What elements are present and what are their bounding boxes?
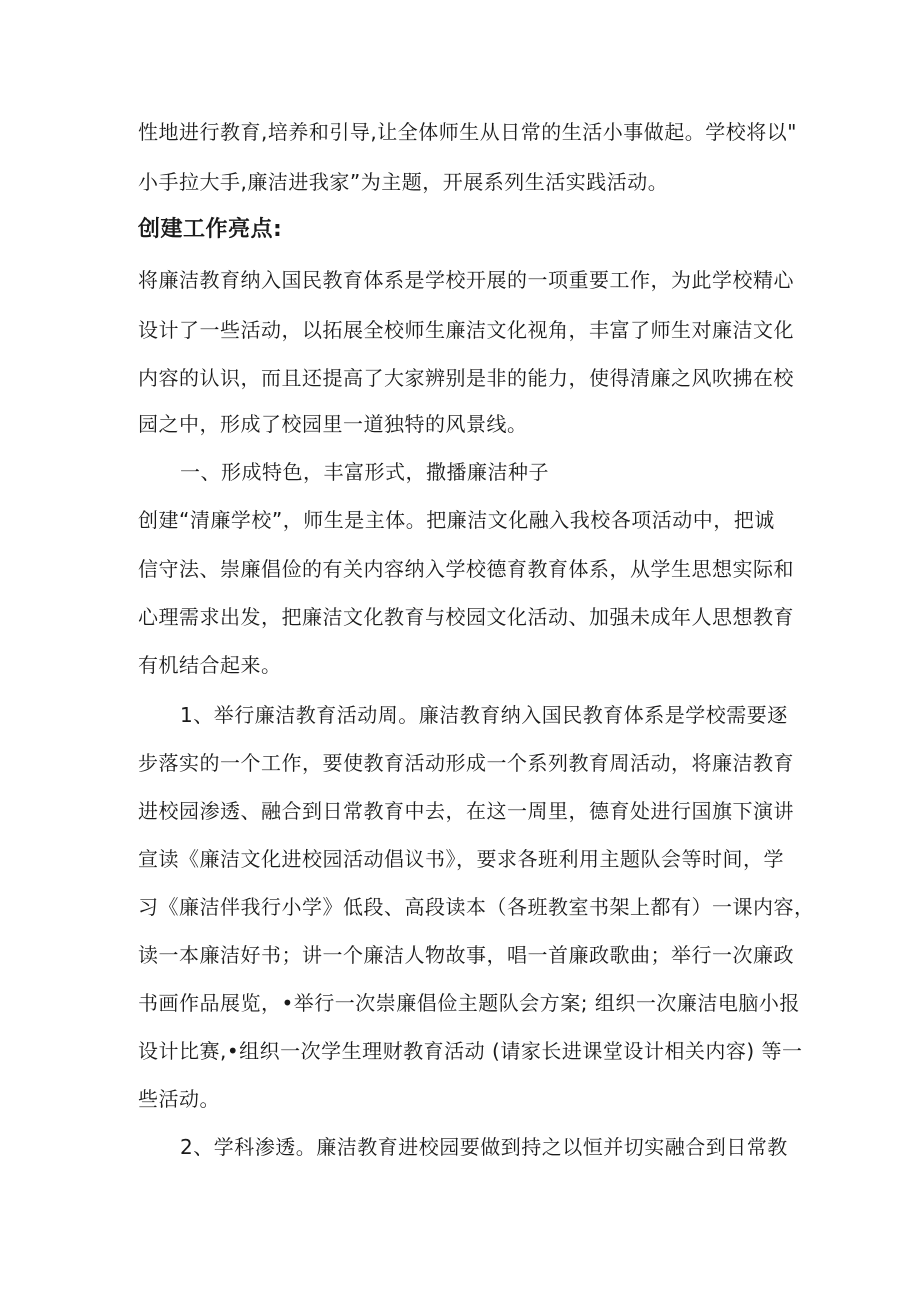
section-heading: 创建工作亮点: xyxy=(138,217,283,242)
paragraph-line: 将廉洁教育纳入国民教育体系是学校开展的一项重要工作，为此学校精心 xyxy=(138,268,794,292)
paragraph-line: 宣读《廉洁文化进校园活动倡议书》，要求各班利用主题队会等时间，学 xyxy=(138,847,784,871)
paragraph-line: 读一本廉洁好书；讲一个廉洁人物故事，唱一首廉政歌曲；举行一次廉政 xyxy=(138,943,794,967)
paragraph-line: 些活动。 xyxy=(138,1087,220,1111)
paragraph-line: 创建“清廉学校”，师生是主体。把廉洁文化融入我校各项活动中，把诚 xyxy=(138,508,775,532)
paragraph-line: 内容的认识，而且还提高了大家辨别是非的能力，使得清廉之风吹拂在校 xyxy=(138,366,794,390)
paragraph-line: 小手拉大手,廉洁进我家”为主题，开展系列生活实践活动。 xyxy=(138,170,669,194)
paragraph-line: 心理需求出发，把廉洁文化教育与校园文化活动、加强未成年人思想教育 xyxy=(138,605,794,629)
paragraph-line: 性地进行教育,培养和引导,让全体师生从日常的生活小事做起。学校将以" xyxy=(138,120,797,144)
paragraph-line: 进校园渗透、融合到日常教育中去，在这一周里，德育处进行国旗下演讲 xyxy=(138,799,794,823)
paragraph-line: 园之中，形成了校园里一道独特的风景线。 xyxy=(138,412,528,436)
paragraph-line: 设计比赛,•组织一次学生理财教育活动 (请家长进课堂设计相关内容) 等一 xyxy=(138,1039,803,1063)
paragraph-line: 信守法、崇廉倡俭的有关内容纳入学校德育教育体系，从学生思想实际和 xyxy=(138,557,794,581)
list-item-line: 1、举行廉洁教育活动周。廉洁教育纳入国民教育体系是学校需要逐 xyxy=(180,703,788,727)
paragraph-line: 有机结合起来。 xyxy=(138,653,282,677)
subsection-heading: 一、形成特色，丰富形式，撒播廉洁种子 xyxy=(180,460,549,484)
paragraph-line: 习《廉洁伴我行小学》低段、高段读本（各班教室书架上都有）一课内容， xyxy=(138,895,815,919)
paragraph-line: 步落实的一个工作，要使教育活动形成一个系列教育周活动，将廉洁教育 xyxy=(138,751,794,775)
paragraph-line: 设计了一些活动，以拓展全校师生廉洁文化视角，丰富了师生对廉洁文化 xyxy=(138,318,794,342)
list-item-line: 2、学科渗透。廉洁教育进校园要做到持之以恒并切实融合到日常教 xyxy=(180,1135,788,1159)
paragraph-line: 书画作品展览，•举行一次崇廉倡俭主题队会方案; 组织一次廉洁电脑小报 xyxy=(138,991,800,1015)
